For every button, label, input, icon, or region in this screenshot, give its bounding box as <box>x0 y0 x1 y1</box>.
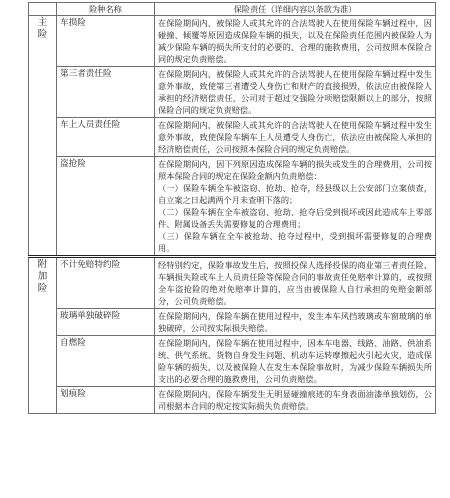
insurance-desc <box>155 118 436 157</box>
desc-paragraph: 在保险期间内，被保险人或其允许的合法驾驶人在使用保险车辆过程中发生意外事故，致使第三者遭受人身伤亡和财产的直接损毁，依法应由被保险人承担的经济赔偿责任，公司对于超过交强险分项赔偿限额以上的部分，按照保险合同的规定负责赔偿。 <box>158 69 432 115</box>
insurance-name: 第三者责任险 <box>57 67 155 118</box>
table-row <box>29 336 436 387</box>
insurance-name: 车损险 <box>57 16 155 67</box>
table-row <box>29 16 436 67</box>
table-row <box>29 67 436 118</box>
header-desc-cell: 保险责任（详细内容以条款为准） <box>155 3 436 16</box>
table-header-row <box>29 3 436 16</box>
desc-paragraph: 在保险期间内，保险车辆在使用过程中，因本车电器、线路、油路、供油系统、供气系统、货物自身发生问题、机动车运转摩擦起火引起火灾，造成保险车辆的损失，以及被保险人在发生本保险事故时，为减少保险车辆损失所支出的必要合理的施救费用，公司负责赔偿。 <box>158 338 432 384</box>
table-row <box>29 157 436 257</box>
insurance-name: 自燃险 <box>57 336 155 387</box>
desc-paragraph: 在保险期间内，保险车辆在使用过程中，发生本车风挡玻璃或车窗玻璃的单独破碎，公司按实际损失赔偿。 <box>158 311 432 333</box>
desc-paragraph: 在保险期间内，被保险人或其允许的合法驾驶人在使用保险车辆过程中，因碰撞、倾覆等原因造成保险车辆的损失，以及在保险责任范围内被保险人为减少保险车辆的损失所支付的必要的、合理的施救费用，公司按照本保险合同的规定负责赔偿。 <box>158 18 432 64</box>
insurance-name: 划痕险 <box>57 387 155 414</box>
table-row <box>29 257 436 309</box>
insurance-desc <box>155 336 436 387</box>
insurance-desc <box>155 157 436 257</box>
table-row <box>29 118 436 157</box>
table-row <box>29 387 436 414</box>
header-category-cell <box>29 3 57 16</box>
insurance-coverage-table <box>28 2 436 414</box>
desc-paragraph: 在保险期间内，被保险人或其允许的合法驾驶人在使用保险车辆过程中发生意外事故，致使保险车辆车上人员遭受人身伤亡，依法应由被保险人承担的经济赔偿责任，公司按照本保险合同的规定负责赔偿。 <box>158 120 432 154</box>
insurance-desc <box>155 387 436 414</box>
insurance-desc <box>155 309 436 336</box>
category-main-label: 主 险 <box>29 16 57 257</box>
desc-paragraph: （三）保险车辆在全车被抢劫、抢夺过程中，受到损坏需要修复的合理费用。 <box>158 231 432 253</box>
insurance-name: 玻璃单独破碎险 <box>57 309 155 336</box>
desc-paragraph: （一）保险车辆全车被盗窃、抢劫、抢夺，经县级以上公安部门立案侦查，自立案之日起满两个月未查明下落的； <box>158 183 432 205</box>
insurance-name: 车上人员责任险 <box>57 118 155 157</box>
insurance-desc <box>155 67 436 118</box>
category-addon-label: 附 加 险 <box>29 257 57 414</box>
insurance-name: 不计免赔特约险 <box>57 257 155 309</box>
header-name-cell: 险种名称 <box>57 3 155 16</box>
desc-paragraph: （二）保险车辆在全车被盗窃、抢劫、抢夺后受到损坏或因此造成车上零部件、附属设备丢失需要修复的合理费用； <box>158 207 432 229</box>
desc-paragraph: 在保险期间内，因下列原因造成保险车辆的损失或发生的合理费用，公司按照本保险合同的规定在保险金额内负责赔偿： <box>158 159 432 181</box>
insurance-name: 盗抢险 <box>57 157 155 257</box>
desc-paragraph: 在保险期间内，保险车辆发生无明显碰撞痕迹的车身表面油漆单独划伤，公司根据本合同的规定按实际损失负责赔偿。 <box>158 389 432 411</box>
insurance-desc <box>155 257 436 309</box>
table-row <box>29 309 436 336</box>
insurance-desc <box>155 16 436 67</box>
desc-paragraph: 经特别约定，保险事故发生后，按照投保人选择投保的商业第三者责任险、车辆损失险或车上人员责任险等保险合同的事故责任免赔率计算的，或按照全车盗抢险的绝对免赔率计算的，应当由被保险人自行承担的免赔金额部分，公司负责赔偿。 <box>158 260 432 306</box>
